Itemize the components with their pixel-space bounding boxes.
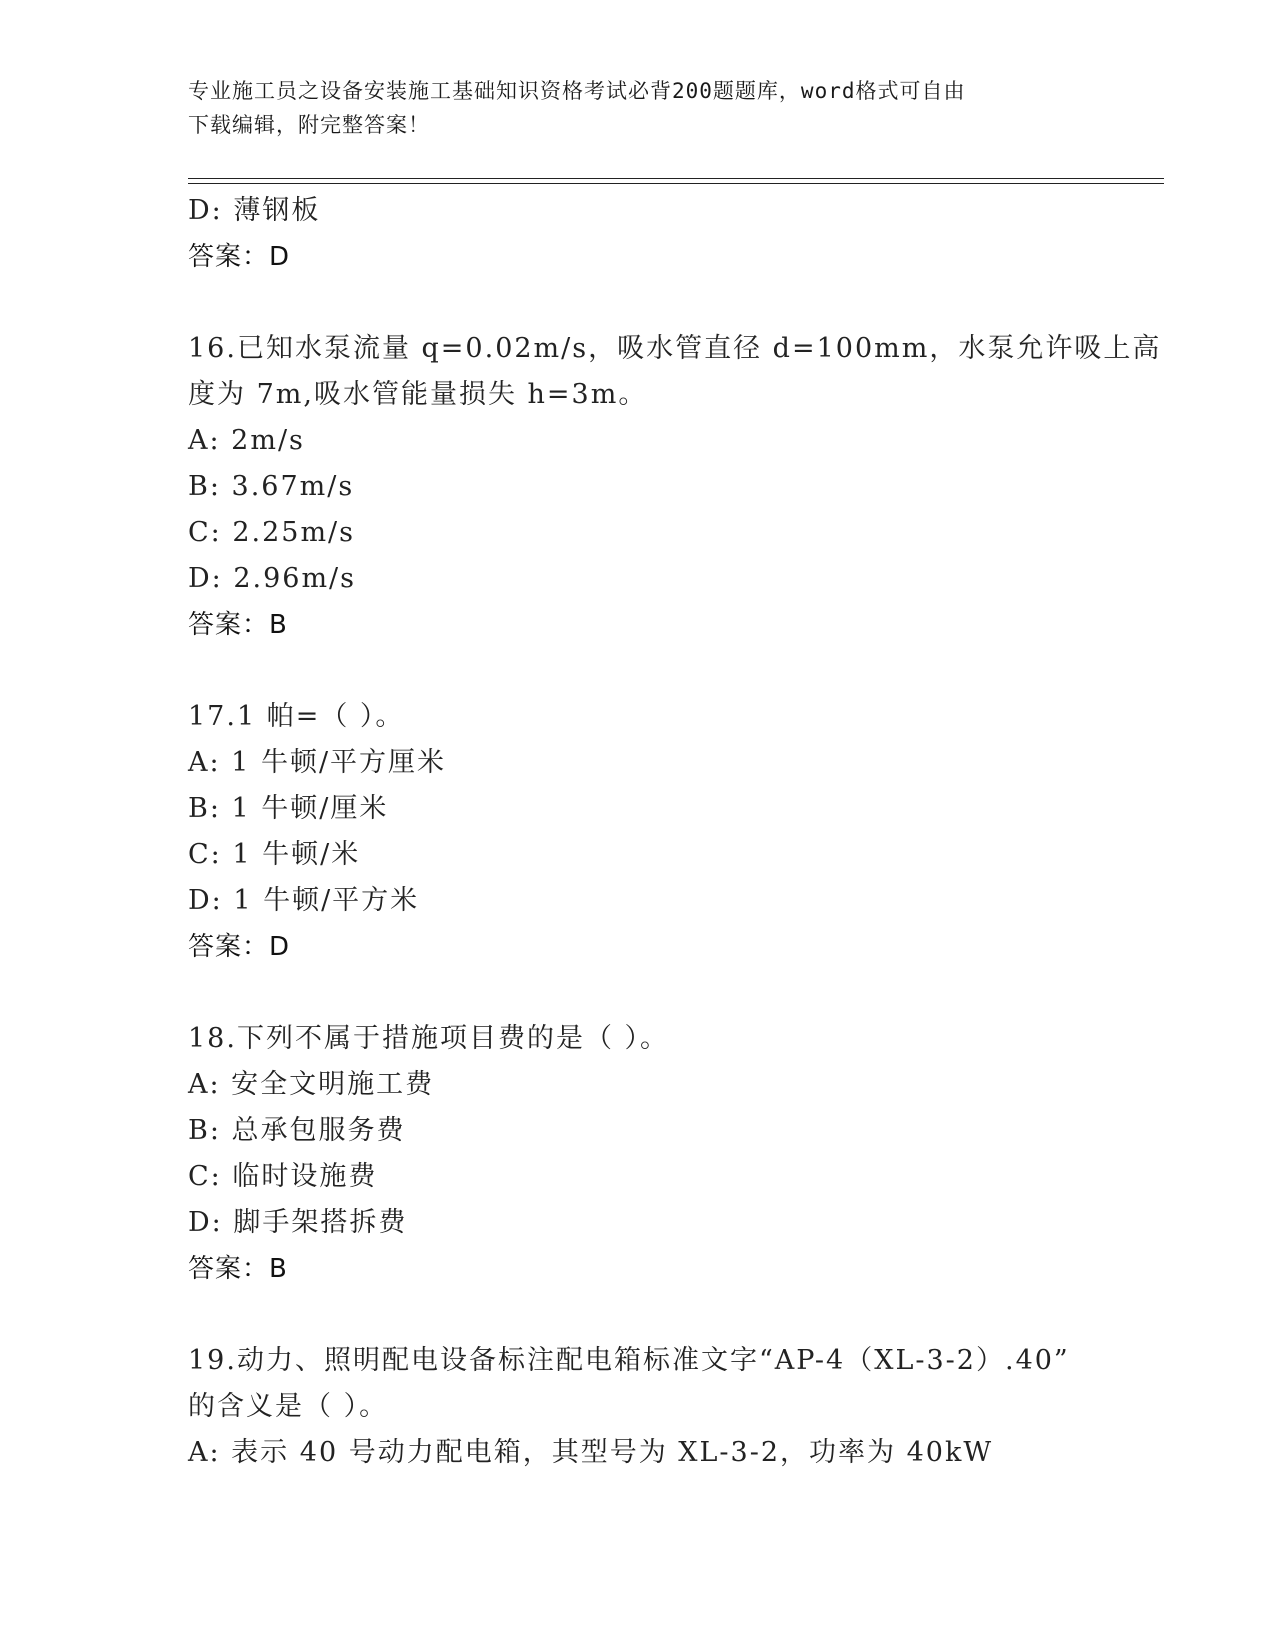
prev-option-d: D: 薄钢板	[188, 195, 321, 226]
question-19-stem-line-1: 19.动力、照明配电设备标注配电箱标准文字“AP-4（XL-3-2）.40”	[188, 1345, 1070, 1376]
question-17-answer: 答案：D	[188, 932, 291, 962]
question-18-stem-line-1: 18.下列不属于措施项目费的是（ ）。	[188, 1023, 670, 1054]
question-17-option-c: C: 1 牛顿/米	[188, 839, 361, 870]
question-18-stem	[188, 1016, 1148, 1062]
question-19-stem-line-2: 的含义是（ ）。	[188, 1391, 389, 1422]
question-16-option-c: C: 2.25m/s	[188, 517, 356, 548]
question-16-option-d: D: 2.96m/s	[188, 563, 356, 594]
question-content	[188, 188, 1162, 1476]
question-18-option-a: A: 安全文明施工费	[188, 1069, 435, 1100]
question-17-option-b: B: 1 牛顿/厘米	[188, 793, 389, 824]
question-18-option-d: D: 脚手架搭拆费	[188, 1207, 408, 1238]
header-divider-top	[188, 178, 1164, 179]
question-18-option-b: B: 总承包服务费	[188, 1115, 406, 1146]
header-divider-bottom	[188, 183, 1164, 184]
question-16-answer: 答案：B	[188, 610, 288, 640]
question-16-option-a: A: 2m/s	[188, 425, 305, 456]
question-17-stem	[188, 694, 1148, 740]
question-19-option-a: A: 表示 40 号动力配电箱，其型号为 XL-3-2，功率为 40kW	[188, 1437, 994, 1468]
question-18-answer: 答案：B	[188, 1254, 288, 1284]
document-header	[188, 74, 1088, 142]
header-line-2: 下载编辑，附完整答案！	[188, 113, 430, 137]
question-16-option-b: B: 3.67m/s	[188, 471, 355, 502]
header-line-1: 专业施工员之设备安装施工基础知识资格考试必背200题题库，word格式可自由	[188, 79, 966, 103]
question-18-option-c: C: 临时设施费	[188, 1161, 378, 1192]
question-17-option-d: D: 1 牛顿/平方米	[188, 885, 420, 916]
question-17-option-a: A: 1 牛顿/平方厘米	[188, 747, 447, 778]
question-16-stem-line-1: 16.已知水泵流量 q=0.02m/s，吸水管直径 d=100mm，水泵允许吸上高	[188, 333, 1162, 364]
question-16-stem-line-2: 度为 7m,吸水管能量损失 h=3m。	[188, 379, 648, 410]
question-17-stem-line-1: 17.1 帕=（ ）。	[188, 701, 405, 732]
prev-answer: 答案：D	[188, 242, 291, 272]
question-19-stem	[188, 1338, 1148, 1430]
question-16-stem	[188, 326, 1162, 418]
